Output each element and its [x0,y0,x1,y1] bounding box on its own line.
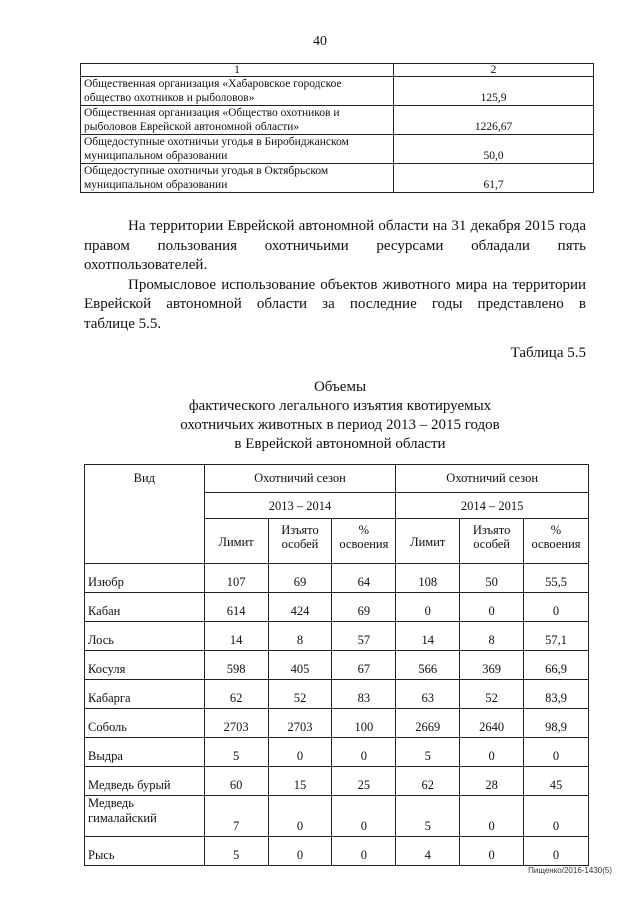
table-caption [150,378,530,454]
cell-value: 55,5 [524,564,589,593]
table-row [85,564,589,593]
row-value: 50,0 [394,135,594,164]
column-header: 2 [394,64,594,77]
cell-value: 64 [332,564,396,593]
taken-header: Изъято особей [268,519,332,564]
cell-value: 57 [332,622,396,651]
paragraph-line: охотпользователей. [84,257,208,273]
percent-header: % освоения [524,519,589,564]
table-row [85,593,589,622]
cell-value: 50 [460,564,524,593]
species-name: Кабарга [85,680,205,709]
cell-value: 62 [204,680,268,709]
table-row [85,837,589,866]
cell-value: 52 [268,680,332,709]
cell-value: 60 [204,767,268,796]
caption-line: Объемы [313,379,367,395]
cell-value: 4 [396,837,460,866]
paragraph-line: Еврейской автономной области за последние годы представлено в [84,296,586,312]
table-row [85,622,589,651]
paragraph-line: таблице 5.5. [84,315,162,332]
cell-value: 0 [332,837,396,866]
cell-value: 0 [460,738,524,767]
cell-value: 2669 [396,709,460,738]
season-years-header: 2013 – 2014 [204,493,396,519]
row-name: Общественная организация «Общество охотников и рыболовов Еврейской автономной области» [81,106,394,135]
row-value: 1226,67 [394,106,594,135]
limit-header: Лимит [204,519,268,564]
row-name: Общедоступные охотничьи угодья в Октябрьском муниципальном образовании [81,164,394,193]
cell-value: 8 [268,622,332,651]
row-value: 125,9 [394,77,594,106]
cell-value: 14 [204,622,268,651]
species-name: Рысь [85,837,205,866]
harvest-table [84,464,589,866]
cell-value: 5 [204,738,268,767]
caption-line: фактического легального изъятия квотируемых [188,398,492,414]
species-name: Соболь [85,709,205,738]
column-header: 1 [81,64,394,77]
cell-value: 5 [396,738,460,767]
taken-header: Изъято особей [460,519,524,564]
cell-value: 0 [524,738,589,767]
cell-value: 0 [268,837,332,866]
cell-value: 369 [460,651,524,680]
cell-value: 107 [204,564,268,593]
caption-line: охотничьих животных в период 2013 – 2015 годов [180,417,500,433]
cell-value: 0 [460,593,524,622]
table-row [81,135,594,164]
table-row [81,106,594,135]
species-name: Изюбр [85,564,205,593]
percent-header: % освоения [332,519,396,564]
species-name: Медведь бурый [85,767,205,796]
cell-value: 2703 [204,709,268,738]
cell-value: 25 [332,767,396,796]
season-header: Охотничий сезон [204,465,396,493]
species-name: Кабан [85,593,205,622]
cell-value: 28 [460,767,524,796]
cell-value: 52 [460,680,524,709]
cell-value: 8 [460,622,524,651]
cell-value: 98,9 [524,709,589,738]
table-row [85,709,589,738]
caption-line: в Еврейской автономной области [234,436,446,452]
cell-value: 15 [268,767,332,796]
cell-value: 69 [268,564,332,593]
cell-value: 0 [524,837,589,866]
page-number: 40 [313,34,327,49]
paragraph-line: Промысловое использование объектов животного мира на территории [128,276,586,293]
cell-value: 7 [204,796,268,837]
table-row [85,796,589,837]
table-header-row [81,64,594,77]
cell-value: 0 [332,796,396,837]
cell-value: 424 [268,593,332,622]
cell-value: 5 [204,837,268,866]
cell-value: 0 [396,593,460,622]
cell-value: 0 [524,593,589,622]
cell-value: 566 [396,651,460,680]
cell-value: 62 [396,767,460,796]
cell-value: 0 [524,796,589,837]
cell-value: 14 [396,622,460,651]
table-row [85,738,589,767]
paragraph-line: На территории Еврейской автономной области на 31 декабря 2015 года [128,218,586,234]
cell-value: 67 [332,651,396,680]
table-row [81,164,594,193]
cell-value: 83,9 [524,680,589,709]
table-row [81,77,594,106]
cell-value: 108 [396,564,460,593]
table-row [85,651,589,680]
table-row [85,680,589,709]
document-code: Пищенко/2016-1430(5) [528,866,612,875]
species-name: Лось [85,622,205,651]
cell-value: 0 [460,796,524,837]
cell-value: 5 [396,796,460,837]
cell-value: 63 [396,680,460,709]
cell-value: 405 [268,651,332,680]
season-header: Охотничий сезон [396,465,589,493]
species-name: Медведь гималайский [85,796,205,837]
species-name: Выдра [85,738,205,767]
cell-value: 0 [332,738,396,767]
cell-value: 83 [332,680,396,709]
cell-value: 0 [268,796,332,837]
paragraph-line: правом пользования охотничьими ресурсами обладали пять [84,237,586,254]
season-years-header: 2014 – 2015 [396,493,589,519]
table-row [85,767,589,796]
cell-value: 598 [204,651,268,680]
table-label: Таблица 5.5 [510,345,586,361]
row-name: Общедоступные охотничьи угодья в Биробиджанском муниципальном образовании [81,135,394,164]
species-column-header: Вид [85,465,205,564]
row-value: 61,7 [394,164,594,193]
cell-value: 66,9 [524,651,589,680]
cell-value: 2640 [460,709,524,738]
cell-value: 614 [204,593,268,622]
hunting-grounds-table [80,63,594,193]
cell-value: 0 [460,837,524,866]
cell-value: 57,1 [524,622,589,651]
row-name: Общественная организация «Хабаровское городское общество охотников и рыболовов» [81,77,394,106]
limit-header: Лимит [396,519,460,564]
cell-value: 100 [332,709,396,738]
species-name: Косуля [85,651,205,680]
cell-value: 69 [332,593,396,622]
cell-value: 45 [524,767,589,796]
cell-value: 0 [268,738,332,767]
cell-value: 2703 [268,709,332,738]
